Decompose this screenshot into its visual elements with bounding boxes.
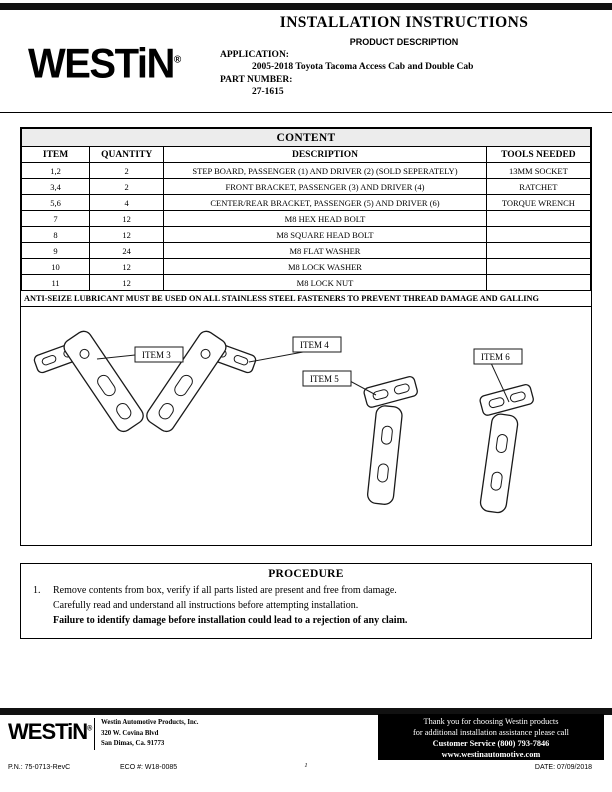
column-header-tools: TOOLS NEEDED bbox=[486, 147, 590, 163]
customer-service-phone: Customer Service (800) 793-7846 bbox=[432, 739, 550, 749]
cell-item: 1,2 bbox=[22, 163, 90, 179]
cell-tools bbox=[486, 211, 590, 227]
customer-service-box bbox=[378, 714, 604, 760]
item6-label bbox=[474, 349, 522, 364]
company-name: Westin Automotive Products, Inc. bbox=[101, 719, 199, 726]
item4-label bbox=[293, 337, 341, 352]
cell-tools: 13MM SOCKET bbox=[486, 163, 590, 179]
parts-diagram bbox=[21, 307, 591, 545]
table-row bbox=[22, 243, 591, 259]
thanks-line-1: Thank you for choosing Westin products bbox=[423, 717, 559, 726]
footer-westin-logo bbox=[8, 719, 91, 745]
step-number: 1. bbox=[33, 585, 41, 596]
cell-quantity: 12 bbox=[90, 211, 164, 227]
procedure-title: PROCEDURE bbox=[268, 568, 344, 580]
footer-address bbox=[101, 718, 199, 750]
page-number: 1 bbox=[304, 762, 308, 769]
cell-tools: TORQUE WRENCH bbox=[486, 195, 590, 211]
table-row bbox=[22, 275, 591, 291]
address-line-1: 320 W. Covina Blvd bbox=[101, 729, 159, 737]
center-bracket-item5-drawing bbox=[363, 376, 418, 506]
cell-quantity: 12 bbox=[90, 259, 164, 275]
procedure-line-2: Carefully read and understand all instructions before attempting installation. bbox=[53, 600, 359, 611]
part-number-label: PART NUMBER: bbox=[220, 75, 293, 85]
subtitle: PRODUCT DESCRIPTION bbox=[349, 37, 459, 47]
cell-quantity: 24 bbox=[90, 243, 164, 259]
cell-quantity: 12 bbox=[90, 227, 164, 243]
cell-item: 8 bbox=[22, 227, 90, 243]
cell-description: M8 FLAT WASHER bbox=[164, 243, 487, 259]
cell-item: 11 bbox=[22, 275, 90, 291]
cell-description: CENTER/REAR BRACKET, PASSENGER (5) AND DRIVER (6) bbox=[164, 195, 487, 211]
part-revision: P.N.: 75-0713-RevC bbox=[8, 764, 71, 771]
page-title: INSTALLATION INSTRUCTIONS bbox=[279, 14, 529, 31]
cell-quantity: 2 bbox=[90, 163, 164, 179]
procedure-line-1: Remove contents from box, verify if all parts listed are present and free from damage. bbox=[53, 585, 397, 596]
footer-logo-text: WESTiN bbox=[8, 719, 88, 744]
column-header-description: DESCRIPTION bbox=[164, 147, 487, 163]
application-label: APPLICATION: bbox=[220, 50, 289, 60]
table-row bbox=[22, 163, 591, 179]
cell-quantity: 4 bbox=[90, 195, 164, 211]
table-row bbox=[22, 179, 591, 195]
item5-label-text: ITEM 5 bbox=[310, 374, 339, 384]
cell-description: M8 HEX HEAD BOLT bbox=[164, 211, 487, 227]
table-row bbox=[22, 259, 591, 275]
cell-item: 3,4 bbox=[22, 179, 90, 195]
cell-tools bbox=[486, 275, 590, 291]
table-row bbox=[22, 227, 591, 243]
rear-bracket-item6-drawing bbox=[479, 384, 534, 514]
logo-text: WESTiN bbox=[28, 40, 174, 88]
cell-description: STEP BOARD, PASSENGER (1) AND DRIVER (2) (SOLD SEPERATELY) bbox=[164, 163, 487, 179]
thanks-line-2: for additional installation assistance please call bbox=[413, 728, 569, 738]
footer-divider bbox=[94, 718, 95, 750]
content-section bbox=[20, 127, 592, 546]
cell-item: 10 bbox=[22, 259, 90, 275]
document-date: DATE: 07/09/2018 bbox=[534, 764, 592, 771]
front-bracket-item3-drawing bbox=[33, 328, 146, 434]
cell-tools bbox=[486, 243, 590, 259]
item4-label-text: ITEM 4 bbox=[300, 340, 329, 350]
parts-diagram-svg bbox=[21, 307, 590, 545]
westin-logo bbox=[28, 41, 181, 88]
front-bracket-item4-drawing bbox=[144, 328, 257, 434]
column-header-quantity: QUANTITY bbox=[90, 147, 164, 163]
cell-description: M8 LOCK WASHER bbox=[164, 259, 487, 275]
cell-tools: RATCHET bbox=[486, 179, 590, 195]
item4-leader-line bbox=[249, 352, 303, 362]
cell-item: 7 bbox=[22, 211, 90, 227]
item3-label bbox=[135, 347, 183, 362]
cell-item: 5,6 bbox=[22, 195, 90, 211]
content-table-title: CONTENT bbox=[22, 129, 591, 147]
content-table bbox=[21, 128, 591, 291]
cell-description: FRONT BRACKET, PASSENGER (3) AND DRIVER (4) bbox=[164, 179, 487, 195]
cell-quantity: 12 bbox=[90, 275, 164, 291]
cell-item: 9 bbox=[22, 243, 90, 259]
registered-mark-icon: ® bbox=[173, 54, 182, 66]
cell-tools bbox=[486, 227, 590, 243]
procedure-step-1 bbox=[29, 585, 583, 630]
application-value: 2005-2018 Toyota Tacoma Access Cab and Double Cab bbox=[252, 62, 474, 72]
step-text bbox=[53, 585, 407, 630]
table-row bbox=[22, 195, 591, 211]
item3-label-text: ITEM 3 bbox=[142, 350, 171, 360]
cell-description: M8 SQUARE HEAD BOLT bbox=[164, 227, 487, 243]
item6-label-text: ITEM 6 bbox=[481, 352, 510, 362]
header bbox=[220, 14, 588, 97]
procedure-section bbox=[20, 563, 592, 639]
header-divider bbox=[0, 112, 612, 113]
table-header-row bbox=[22, 147, 591, 163]
eco-number: ECO #: W18-0085 bbox=[120, 764, 178, 771]
cell-description: M8 LOCK NUT bbox=[164, 275, 487, 291]
column-header-item: ITEM bbox=[22, 147, 90, 163]
address-line-2: San Dimas, Ca. 91773 bbox=[101, 740, 165, 748]
table-row bbox=[22, 211, 591, 227]
footer-registered-mark-icon: ® bbox=[87, 725, 92, 733]
cell-tools bbox=[486, 259, 590, 275]
top-rule bbox=[0, 3, 612, 10]
cell-quantity: 2 bbox=[90, 179, 164, 195]
item5-label bbox=[303, 371, 351, 386]
part-number-value: 27-1615 bbox=[252, 87, 284, 97]
procedure-line-warning: Failure to identify damage before installation could lead to a rejection of any claim. bbox=[53, 615, 408, 626]
anti-seize-note: ANTI-SEIZE LUBRICANT MUST BE USED ON ALL STAINLESS STEEL FASTENERS TO PREVENT THREAD DAMAGE AND GALLING bbox=[21, 291, 591, 307]
footer-meta-row bbox=[0, 762, 612, 776]
website-url: www.westinautomotive.com bbox=[441, 750, 541, 760]
